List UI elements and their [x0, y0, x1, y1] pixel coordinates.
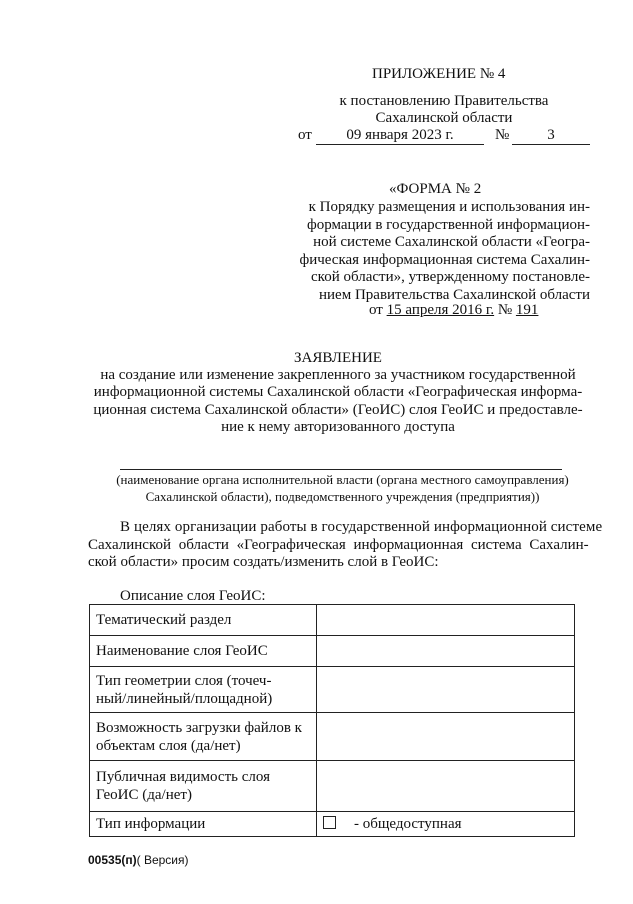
form-ref-from: от	[369, 302, 383, 318]
row-label: Наименование слоя ГеоИС	[90, 636, 317, 667]
paragraph-line: ской области» просим создать/изменить слой в ГеоИС:	[88, 554, 439, 570]
table-row	[90, 761, 575, 812]
paragraph-line: Сахалинской области «Географическая информационная система Сахалин-	[88, 536, 589, 553]
row-label-line: Публичная видимость слоя	[96, 769, 270, 785]
row-label-line: ГеоИС (да/нет)	[96, 787, 192, 803]
appendix-line-1: к постановлению Правительства	[339, 93, 549, 109]
public-checkbox[interactable]	[323, 816, 336, 829]
table-row	[90, 812, 575, 837]
paragraph-line: В целях организации работы в государственной информационной системе	[120, 519, 603, 535]
row-label-line: объектам слоя (да/нет)	[96, 737, 241, 754]
row-label-line: Возможность загрузки файлов к	[96, 719, 302, 736]
form-line: ной системе Сахалинской области «Геогра-	[313, 234, 590, 250]
file-upload-field[interactable]	[317, 713, 575, 761]
row-label-line: ный/линейный/площадной)	[96, 690, 273, 707]
form-line: ской области», утвержденному постановле-	[311, 269, 590, 285]
document-code: 00535(п)	[88, 853, 137, 867]
statement-subtitle	[86, 367, 590, 436]
appendix-from-label: от	[298, 127, 312, 143]
request-paragraph	[88, 519, 603, 572]
statement-line: ционная система Сахалинской области» (ГеоИС) слоя ГеоИС и предоставле-	[93, 401, 583, 418]
form-description	[298, 199, 590, 304]
table-row	[90, 713, 575, 761]
document-version: ( Версия)	[136, 853, 189, 867]
table-row	[90, 636, 575, 667]
row-label	[90, 713, 317, 761]
statement-title: ЗАЯВЛЕНИЕ	[294, 350, 382, 366]
form-ref-date: 15 апреля 2016 г.	[386, 302, 495, 318]
form-title: «ФОРМА № 2	[389, 181, 482, 197]
appendix-title: ПРИЛОЖЕНИЕ № 4	[372, 66, 506, 82]
form-ref-number-label: №	[497, 302, 513, 318]
form-line: нием Правительства Сахалинской области	[319, 286, 590, 303]
appendix-number: 3	[512, 126, 590, 145]
caption-line: (наименование органа исполнительной власти (органа местного самоуправления)	[116, 472, 569, 487]
form-line: фическая информационная система Сахалин-	[299, 251, 590, 268]
layer-name-field[interactable]	[317, 636, 575, 667]
appendix-date: 09 января 2023 г.	[316, 126, 484, 145]
form-reference	[369, 301, 538, 319]
public-visibility-field[interactable]	[317, 761, 575, 812]
row-label: Тематический раздел	[90, 605, 317, 636]
row-label	[90, 667, 317, 713]
row-label	[90, 761, 317, 812]
row-label: Тип информации	[90, 812, 317, 837]
organization-blank-line	[120, 469, 562, 470]
public-option-label: - общедоступная	[354, 816, 462, 832]
footer	[88, 853, 189, 867]
statement-line: ние к нему авторизованного доступа	[221, 418, 455, 435]
form-line: формации в государственной информацион-	[306, 216, 590, 233]
table-heading: Описание слоя ГеоИС:	[120, 588, 266, 604]
row-label-line: Тип геометрии слоя (точеч-	[96, 672, 272, 689]
table-row	[90, 667, 575, 713]
table-row	[90, 605, 575, 636]
thematic-section-field[interactable]	[317, 605, 575, 636]
appendix-line-2: Сахалинской области	[375, 110, 513, 126]
statement-line: на создание или изменение закрепленного за участником государственной	[100, 367, 576, 383]
info-type-cell	[317, 812, 575, 837]
appendix-number-label: №	[495, 127, 510, 143]
geometry-type-field[interactable]	[317, 667, 575, 713]
form-line: к Порядку размещения и использования ин-	[308, 199, 590, 215]
organization-caption	[110, 471, 575, 505]
caption-line: Сахалинской области), подведомственного учреждения (предприятия))	[145, 489, 540, 504]
statement-line: информационной системы Сахалинской области «Географическая информа-	[93, 384, 583, 401]
form-ref-number: 191	[515, 302, 539, 318]
layer-description-table	[89, 604, 575, 837]
